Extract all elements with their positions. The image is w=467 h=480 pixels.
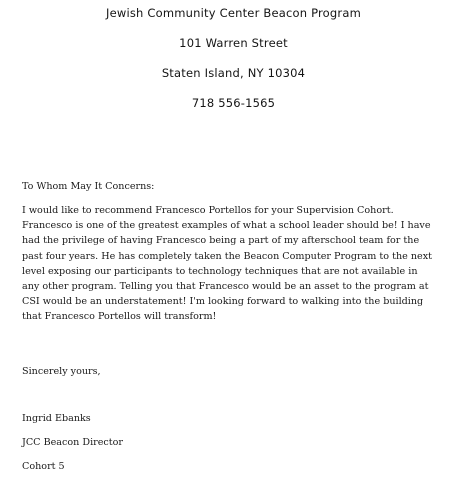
signature-cohort: Cohort 5 xyxy=(22,461,65,472)
body-line: that Francesco Portellos will transform! xyxy=(22,311,217,323)
body-line: Francesco is one of the greatest examples of what a school leader should be! I have xyxy=(22,220,431,232)
letterhead-street: 101 Warren Street xyxy=(179,36,288,50)
body-paragraph xyxy=(22,203,452,325)
body-line: level exposing our participants to technology techniques that are not available in xyxy=(22,265,418,277)
body-line: past four years. He has completely taken the Beacon Computer Program to the next xyxy=(22,250,432,262)
body-line: I would like to recommend Francesco Portellos for your Supervision Cohort. xyxy=(22,205,394,216)
closing: Sincerely yours, xyxy=(22,366,101,377)
body-line: CSI would be an understatement! I'm looking forward to walking into the building xyxy=(22,296,424,308)
signature-title: JCC Beacon Director xyxy=(22,437,124,448)
body-line: any other program. Telling you that Francesco would be an asset to the program at xyxy=(22,280,429,292)
salutation: To Whom May It Concerns: xyxy=(22,181,155,192)
letterhead-phone: 718 556-1565 xyxy=(191,96,276,110)
signature-name: Ingrid Ebanks xyxy=(22,413,91,424)
letterhead-organization: Jewish Community Center Beacon Program xyxy=(105,6,361,20)
letterhead-city-state-zip: Staten Island, NY 10304 xyxy=(161,66,306,80)
body-line: had the privilege of having Francesco being a part of my afterschool team for the xyxy=(22,235,420,247)
